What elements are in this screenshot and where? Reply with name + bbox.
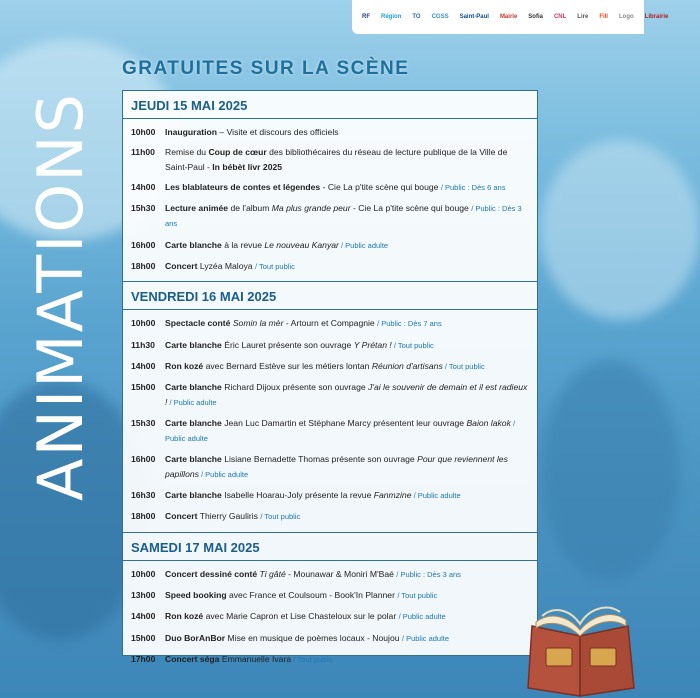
event-text: - Mounawar & Moniri M'Baé [285, 568, 397, 579]
event-text: Jean Luc Damartin et Stéphane Marcy présentent leur ouvrage [221, 417, 467, 428]
event-text: Ron kozé [165, 360, 204, 371]
event-time: 11h30 [131, 339, 155, 350]
event-text: – Visite et discours des officiels [217, 127, 339, 137]
event-text: Carte blanche [165, 417, 222, 428]
vertical-title [20, 91, 100, 501]
event-row [123, 122, 537, 142]
event-text: Réunion d'artisans [371, 360, 443, 371]
event-text: Lisiane Bernadette Thomas présente son ouvrage [221, 454, 418, 465]
event-description [165, 509, 529, 524]
event-text: Carte blanche [165, 382, 222, 393]
event-text: avec France et Coulsoum - Book'In Planner [226, 589, 398, 600]
event-description [165, 380, 529, 410]
event-time: 14h00 [131, 181, 156, 192]
event-row [123, 313, 537, 334]
event-text: Richard Dijoux présente son ouvrage [221, 382, 369, 393]
event-text: Duo BorAnBor [165, 632, 226, 643]
event-text: Carte blanche [165, 239, 222, 250]
page-heading: GRATUITES SUR LA SCÈNE [122, 58, 410, 79]
day-title: VENDREDI 16 MAI 2025 [123, 282, 537, 310]
audience-tag: / Public adulte [167, 397, 217, 407]
audience-tag: / Tout public [391, 340, 434, 350]
partner-logo: Saint-Paul [459, 14, 489, 20]
event-text: Carte blanche [165, 490, 222, 501]
event-text: J'ai le souvenir de demain et il est radieux ! [165, 382, 528, 407]
event-description [165, 145, 529, 174]
event-text: Coup de cœur [208, 147, 267, 158]
day-section [123, 532, 537, 674]
event-row [123, 628, 537, 649]
audience-tag: / Public adulte [411, 491, 461, 501]
event-row [123, 649, 537, 670]
event-row [123, 506, 537, 527]
event-description [165, 338, 529, 353]
event-text: - Cie La p'tite scène qui bouge [350, 203, 472, 214]
event-time: 10h00 [131, 318, 156, 329]
audience-tag: / Public adulte [198, 469, 249, 479]
event-row [123, 256, 537, 277]
event-time: 16h00 [131, 454, 156, 465]
partner-logo: RF [362, 14, 370, 20]
event-row [123, 377, 537, 413]
event-text: - Artourn et Compagnie [283, 318, 378, 329]
event-row [123, 564, 537, 585]
event-text: Somin la mèr [230, 318, 284, 329]
event-text: Speed booking [165, 589, 227, 600]
background-cloud [540, 140, 700, 320]
event-row [123, 335, 537, 356]
event-description [165, 180, 529, 195]
partner-logo: Sofia [528, 14, 543, 20]
day-section [123, 281, 537, 531]
event-text: avec Marie Capron et Lise Chasteloux sur le polar [203, 611, 399, 622]
day-section [123, 91, 537, 281]
event-text: Emmanuelle Ivara [219, 653, 294, 664]
partner-logo: CNL [553, 14, 567, 20]
event-text: Mise en musique de poèmes locaux - Noujou [225, 632, 402, 643]
audience-tag: / Public : Dès 7 ans [377, 319, 442, 329]
event-row [123, 585, 537, 606]
event-text: Éric Lauret présente son ouvrage [221, 339, 354, 350]
event-text: Lyzéa Maloya [197, 261, 255, 272]
audience-tag: / Public : Dès 6 ans [440, 182, 506, 192]
background-shadow [540, 360, 680, 580]
event-time: 18h00 [131, 261, 156, 272]
event-time: 17h00 [131, 653, 156, 664]
event-text: de l'album [228, 203, 272, 214]
event-text: Pour que reviennent les papillons [165, 454, 508, 479]
event-description [165, 201, 529, 232]
event-list [123, 561, 537, 674]
event-text: Ron kozé [165, 611, 204, 622]
audience-tag: / Public adulte [338, 240, 389, 250]
event-time: 14h00 [131, 611, 156, 622]
event-text: Concert [165, 261, 198, 272]
audience-tag: / Tout public [442, 361, 485, 371]
audience-tag: / Tout public [397, 590, 438, 600]
event-time: 13h00 [131, 589, 156, 600]
event-time: 11h00 [131, 147, 155, 158]
event-text: Ti gâté [257, 568, 286, 579]
partner-logo: Région [381, 14, 402, 20]
event-row [123, 413, 537, 450]
event-list [123, 119, 537, 281]
event-text: Isabelle Hoarau-Joly présente la revue [221, 490, 374, 501]
event-row [123, 449, 537, 485]
event-description [165, 359, 529, 374]
event-description [165, 652, 529, 667]
event-row [123, 485, 537, 506]
event-description [165, 416, 529, 447]
partner-logo: Fill [599, 14, 608, 20]
event-time: 10h00 [131, 568, 156, 579]
event-row [123, 142, 537, 177]
event-text: Carte blanche [165, 454, 222, 465]
event-description [165, 452, 529, 482]
audience-tag: / Public adulte [165, 418, 516, 444]
partner-logo: Logo [618, 14, 634, 20]
event-text: Concert dessiné conté [165, 568, 258, 579]
partner-logos [352, 0, 669, 34]
event-text: à la revue [221, 239, 265, 250]
event-text: Le nouveau Kanyar [264, 239, 339, 250]
event-text: Lecture animée [165, 203, 229, 214]
event-time: 10h00 [131, 127, 156, 137]
event-row [123, 356, 537, 377]
event-text: Y Prétan ! [353, 339, 392, 350]
event-time: 16h00 [131, 239, 156, 250]
event-text: Thierry Gauliris [197, 511, 261, 522]
event-description [165, 588, 529, 603]
event-text: Inauguration [165, 127, 218, 137]
event-text: Remise du [165, 147, 209, 158]
event-time: 14h00 [131, 360, 156, 371]
event-text: Carte blanche [165, 339, 222, 350]
partner-logo: Librairie [644, 14, 669, 20]
event-time: 15h00 [131, 632, 156, 643]
event-time: 16h30 [131, 490, 156, 501]
event-text: Spectacle conté [165, 318, 231, 329]
event-text: Fanmzine [373, 490, 412, 501]
event-row [123, 235, 537, 256]
audience-tag: / Tout public [254, 262, 295, 272]
vertical-title-text: ANIMATIONS [23, 91, 97, 501]
audience-tag: / Public : Dès 3 ans [396, 569, 461, 579]
event-description [165, 316, 529, 331]
partner-logo: TO [412, 14, 421, 20]
event-text: In bébèt livr 2025 [212, 161, 283, 172]
event-description [165, 259, 529, 274]
event-text: - Cie La p'tite scène qui bouge [320, 181, 441, 192]
event-text: Baion lakok [466, 417, 511, 428]
audience-tag: / Public adulte [401, 633, 450, 643]
event-time: 15h30 [131, 417, 156, 428]
event-row [123, 606, 537, 627]
partner-logo: CGSS [431, 14, 449, 20]
event-text: avec Bernard Estève sur les métiers lontan [203, 360, 372, 371]
day-title: JEUDI 15 MAI 2025 [123, 91, 537, 119]
open-book-illustration [522, 596, 640, 698]
day-title: SAMEDI 17 MAI 2025 [123, 533, 537, 561]
event-row [123, 198, 537, 235]
event-description [165, 488, 529, 503]
event-text: Ma plus grande peur [271, 203, 351, 214]
partner-logo: Mairie [499, 14, 518, 20]
event-list [123, 310, 537, 531]
audience-tag: / Tout public [293, 654, 334, 664]
event-text: Concert séga [165, 653, 220, 664]
event-description [165, 125, 529, 139]
event-time: 15h00 [131, 382, 156, 393]
event-time: 15h30 [131, 203, 156, 214]
event-description [165, 567, 529, 582]
audience-tag: / Public adulte [398, 612, 446, 622]
audience-tag: / Tout public [260, 512, 301, 522]
event-time: 18h00 [131, 511, 156, 522]
event-row [123, 177, 537, 198]
event-text: des bibliothécaires du réseau de lecture publique de la Ville de Saint-Paul - [165, 147, 508, 172]
audience-tag: / Public : Dès 3 ans [165, 204, 522, 229]
partner-logo: Lire [577, 14, 589, 20]
event-description [165, 631, 529, 646]
event-description [165, 238, 529, 253]
event-text: Concert [165, 511, 198, 522]
schedule-panel [122, 90, 538, 664]
event-description [165, 609, 529, 624]
event-text: Les blablateurs de contes et légendes [165, 181, 321, 192]
